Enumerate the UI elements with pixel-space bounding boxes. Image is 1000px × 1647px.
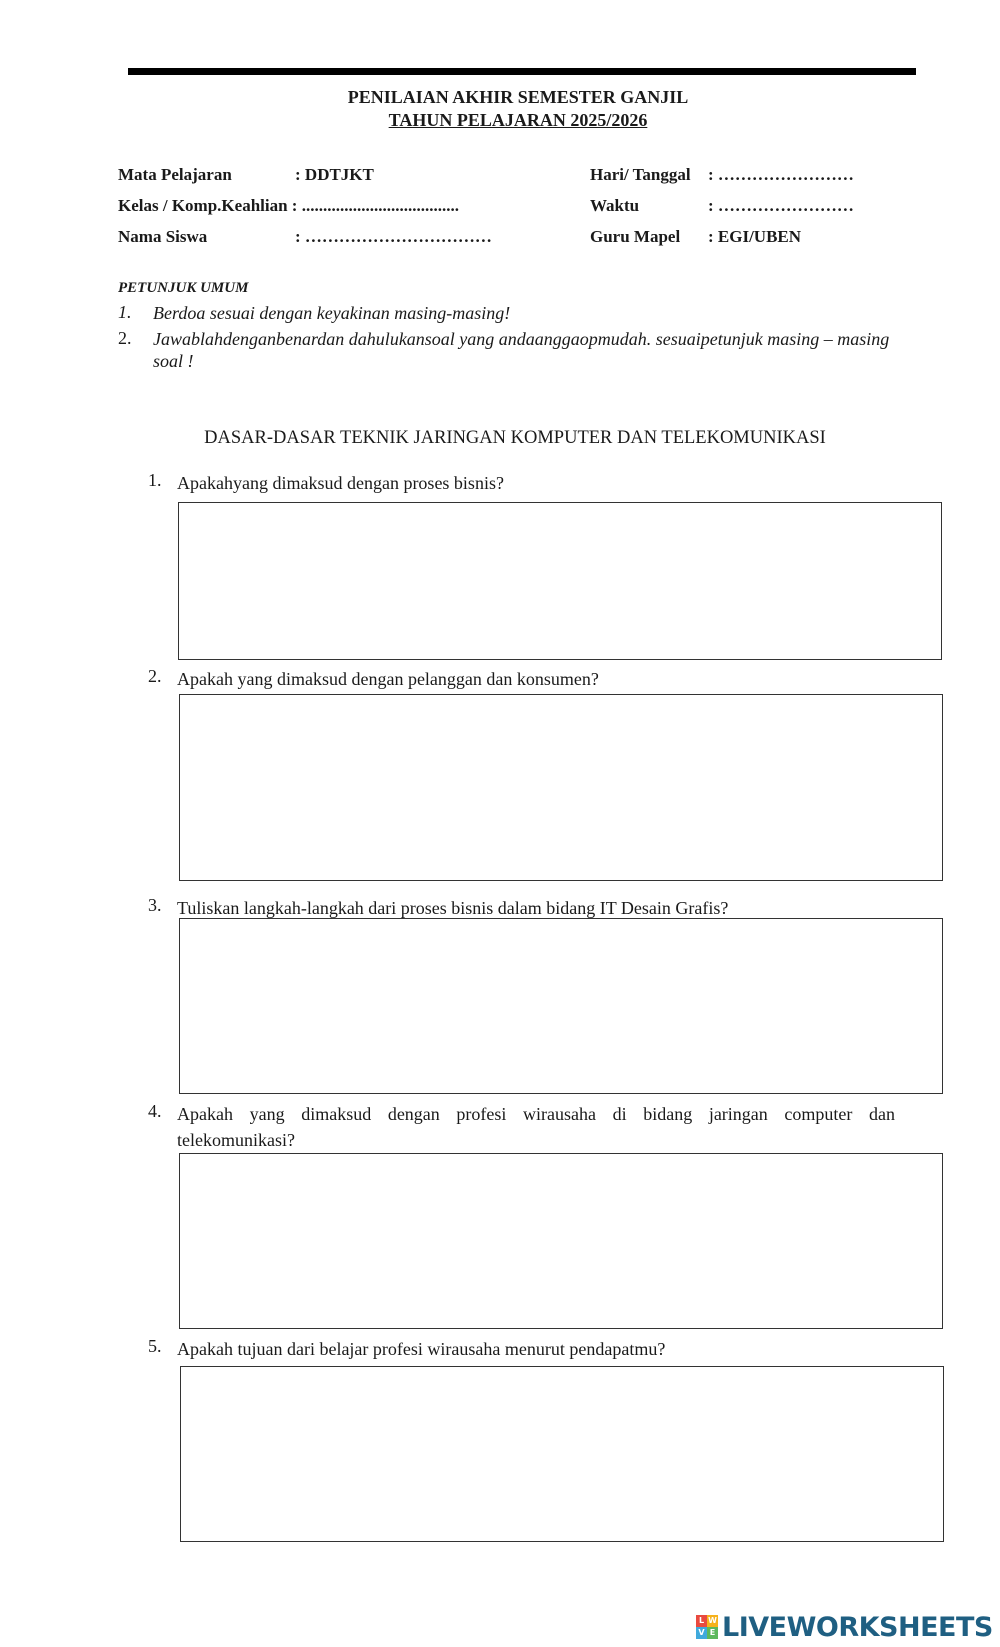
logo-tile-l: L — [696, 1615, 707, 1627]
answer-box-2[interactable] — [179, 694, 943, 881]
instruction-number: 2. — [118, 328, 132, 348]
info-student-name — [118, 227, 492, 247]
question-text: Apakah yang dimaksud dengan pelanggan dan konsumen? — [177, 669, 599, 689]
answer-box-1[interactable] — [178, 502, 942, 660]
question-text: Tuliskan langkah-langkah dari proses bisnis dalam bidang IT Desain Grafis? — [177, 898, 729, 918]
question-number: 1. — [148, 470, 162, 490]
info-label: Kelas / Komp.Keahlian — [118, 196, 288, 215]
question-number: 5. — [148, 1336, 162, 1356]
instruction-text: Jawablahdenganbenardan dahulukansoal yang andaanggaopmudah. sesuaipetunjuk masing – masing soal ! — [153, 329, 890, 371]
info-time — [590, 196, 854, 216]
exam-title: PENILAIAN AKHIR SEMESTER GANJIL — [347, 87, 689, 107]
info-label: Mata Pelajaran — [118, 165, 232, 184]
answer-box-3[interactable] — [179, 918, 943, 1094]
instruction-text: Berdoa sesuai dengan keyakinan masing-masing! — [153, 303, 511, 323]
top-rule — [128, 68, 916, 75]
info-class — [118, 196, 459, 216]
info-value: : …………………… — [708, 196, 854, 215]
question-text: Apakah tujuan dari belajar profesi wirausaha menurut pendapatmu? — [177, 1339, 666, 1359]
question-number: 3. — [148, 895, 162, 915]
info-label: Nama Siswa — [118, 227, 208, 246]
question-number: 2. — [148, 666, 162, 686]
instructions-heading: PETUNJUK UMUM — [118, 280, 249, 296]
answer-box-4[interactable] — [179, 1153, 943, 1329]
question-text: Apakah yang dimaksud dengan profesi wirausaha di bidang jaringan computer dan telekomunikasi? — [177, 1104, 895, 1150]
info-value: : ..................................... — [291, 196, 459, 215]
answer-box-5[interactable] — [180, 1366, 944, 1542]
logo-tile-w: W — [708, 1616, 717, 1625]
info-teacher — [590, 227, 801, 247]
instruction-number: 1. — [118, 302, 132, 322]
logo-tile-e: E — [707, 1627, 718, 1639]
liveworksheets-logo — [696, 1612, 993, 1642]
info-date — [590, 165, 854, 185]
info-value: : …………………………… — [295, 227, 492, 246]
logo-tile-v: V — [696, 1627, 707, 1639]
subject-title: DASAR-DASAR TEKNIK JARINGAN KOMPUTER DAN TELEKOMUNIKASI — [204, 428, 826, 448]
info-label: Hari/ Tanggal — [590, 165, 691, 184]
question-text: Apakahyang dimaksud dengan proses bisnis? — [177, 473, 504, 493]
info-value: : EGI/UBEN — [708, 227, 802, 246]
info-subject — [118, 165, 374, 185]
liveworksheets-icon — [696, 1615, 718, 1639]
academic-year: TAHUN PELAJARAN 2025/2026 — [388, 110, 648, 130]
info-label: Guru Mapel — [590, 227, 681, 246]
info-value: : …………………… — [708, 165, 854, 184]
liveworksheets-wordmark: LIVEWORKSHEETS — [722, 1611, 993, 1643]
info-label: Waktu — [590, 196, 640, 215]
info-value: : DDTJKT — [295, 165, 374, 184]
question-number: 4. — [148, 1101, 162, 1121]
